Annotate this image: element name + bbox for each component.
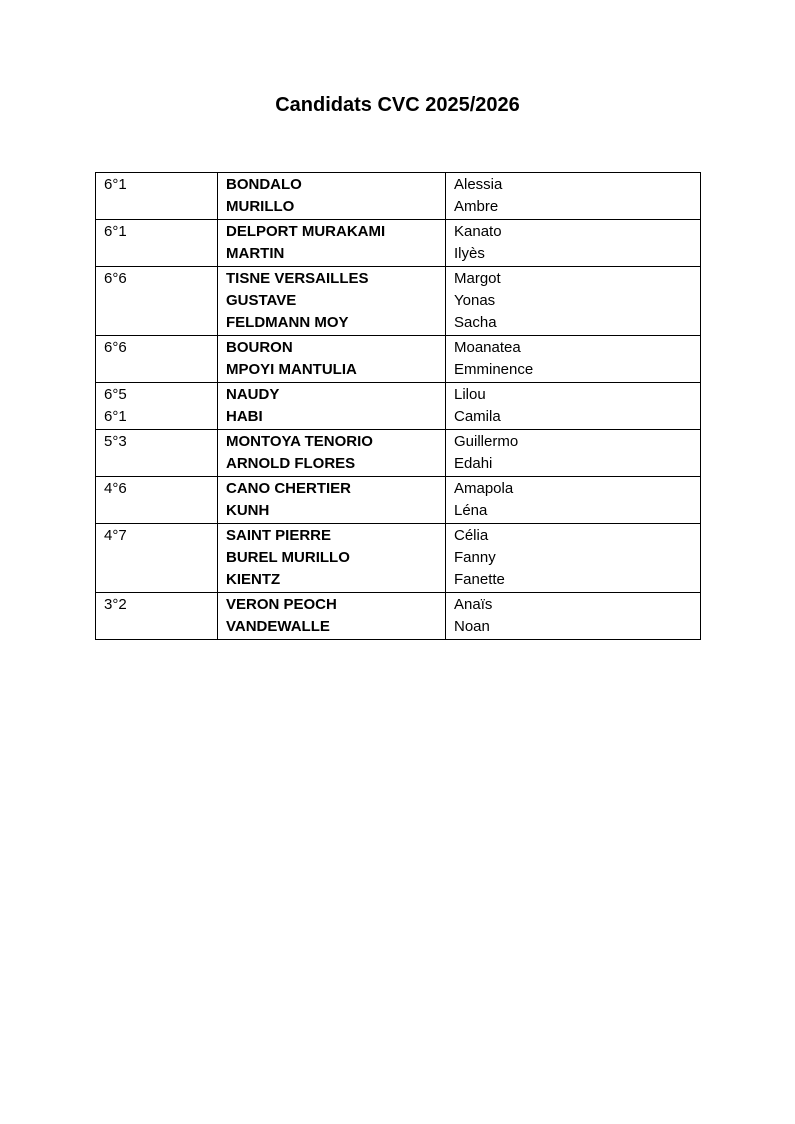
class-label: 3°2	[104, 596, 127, 613]
last-name: VERON PEOCH	[226, 596, 337, 613]
last-name: DELPORT MURAKAMI	[226, 223, 386, 240]
class-label: 6°1	[104, 176, 127, 193]
first-name-cell	[446, 430, 701, 477]
last-name: BUREL MURILLO	[226, 549, 350, 566]
table-row	[96, 593, 701, 640]
class-label: 5°3	[104, 433, 127, 450]
first-name: Anaïs	[454, 596, 493, 613]
class-label: 6°5	[104, 386, 127, 403]
class-cell	[96, 173, 218, 220]
last-name: MPOYI MANTULIA	[226, 361, 357, 378]
last-name: NAUDY	[226, 386, 280, 403]
class-cell	[96, 267, 218, 336]
first-name: Fanette	[454, 571, 505, 588]
first-name-cell	[446, 173, 701, 220]
table-row	[96, 524, 701, 593]
first-name-cell	[446, 524, 701, 593]
first-name: Alessia	[454, 176, 503, 193]
first-name: Yonas	[454, 292, 496, 309]
first-name: Kanato	[454, 223, 502, 240]
last-name: GUSTAVE	[226, 292, 297, 309]
last-name: MONTOYA TENORIO	[226, 433, 373, 450]
last-name: ARNOLD FLORES	[226, 455, 356, 472]
first-name-cell	[446, 336, 701, 383]
first-name: Célia	[454, 527, 489, 544]
last-name-cell	[218, 383, 446, 430]
table-row	[96, 220, 701, 267]
page-title: Candidats CVC 2025/2026	[275, 94, 520, 116]
last-name: BONDALO	[226, 176, 302, 193]
first-name: Camila	[454, 408, 501, 425]
first-name: Ilyès	[454, 245, 485, 262]
last-name: TISNE VERSAILLES	[226, 270, 369, 287]
class-label: 6°1	[104, 223, 127, 240]
class-label: 6°1	[104, 408, 127, 425]
last-name: BOURON	[226, 339, 293, 356]
last-name: FELDMANN MOY	[226, 314, 349, 331]
first-name-cell	[446, 220, 701, 267]
class-cell	[96, 593, 218, 640]
table-row	[96, 383, 701, 430]
class-label: 6°6	[104, 270, 127, 287]
first-name-cell	[446, 593, 701, 640]
table-row	[96, 477, 701, 524]
class-cell	[96, 524, 218, 593]
first-name: Sacha	[454, 314, 497, 331]
last-name-cell	[218, 173, 446, 220]
last-name-cell	[218, 593, 446, 640]
class-label: 4°7	[104, 527, 127, 544]
class-cell	[96, 477, 218, 524]
first-name: Ambre	[454, 198, 499, 215]
last-name-cell	[218, 477, 446, 524]
class-label: 4°6	[104, 480, 127, 497]
first-name-cell	[446, 383, 701, 430]
first-name-cell	[446, 477, 701, 524]
last-name: VANDEWALLE	[226, 618, 330, 635]
last-name: SAINT PIERRE	[226, 527, 332, 544]
first-name: Emminence	[454, 361, 534, 378]
last-name: HABI	[226, 408, 263, 425]
table-row	[96, 173, 701, 220]
table-row	[96, 430, 701, 477]
last-name: KIENTZ	[226, 571, 281, 588]
first-name: Léna	[454, 502, 488, 519]
table-row	[96, 267, 701, 336]
last-name: MARTIN	[226, 245, 285, 262]
first-name: Amapola	[454, 480, 514, 497]
first-name: Moanatea	[454, 339, 521, 356]
last-name: CANO CHERTIER	[226, 480, 352, 497]
last-name-cell	[218, 524, 446, 593]
first-name-cell	[446, 267, 701, 336]
last-name-cell	[218, 430, 446, 477]
class-cell	[96, 220, 218, 267]
first-name: Fanny	[454, 549, 496, 566]
last-name: MURILLO	[226, 198, 295, 215]
last-name-cell	[218, 220, 446, 267]
first-name: Noan	[454, 618, 490, 635]
first-name: Lilou	[454, 386, 486, 403]
first-name: Margot	[454, 270, 501, 287]
last-name: KUNH	[226, 502, 270, 519]
first-name: Edahi	[454, 455, 493, 472]
last-name-cell	[218, 267, 446, 336]
class-cell	[96, 430, 218, 477]
class-cell	[96, 336, 218, 383]
candidates-table-body	[96, 173, 701, 640]
table-row	[96, 336, 701, 383]
class-label: 6°6	[104, 339, 127, 356]
first-name: Guillermo	[454, 433, 519, 450]
last-name-cell	[218, 336, 446, 383]
candidates-table	[95, 172, 701, 640]
class-cell	[96, 383, 218, 430]
